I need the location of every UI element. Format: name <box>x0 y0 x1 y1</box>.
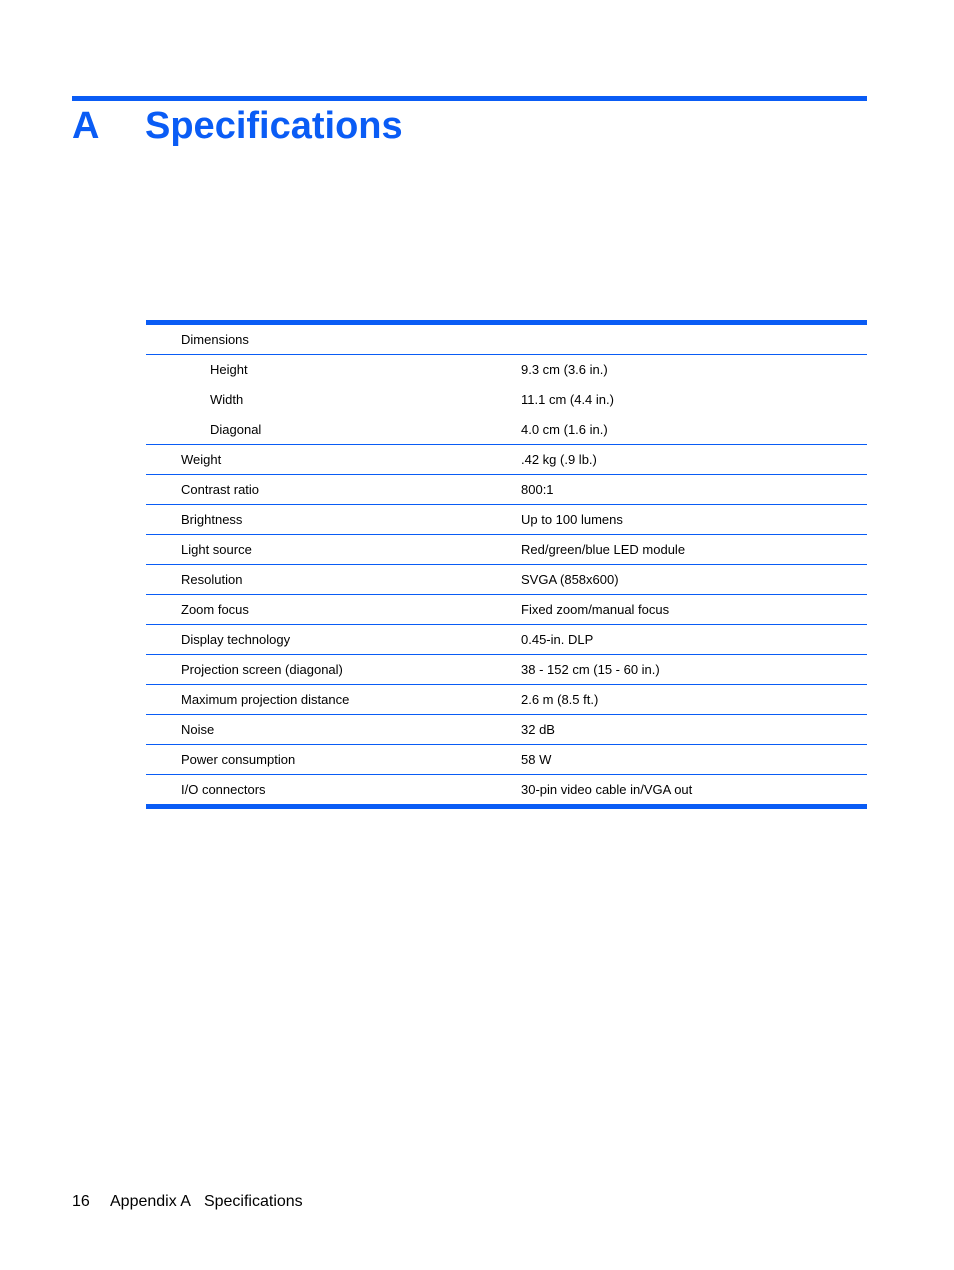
spec-label: Maximum projection distance <box>181 691 350 707</box>
table-row-resolution <box>146 565 867 595</box>
table-row-height <box>146 355 867 385</box>
spec-value: 32 dB <box>521 721 555 737</box>
table-row-width <box>146 385 867 415</box>
table-row-io-connectors <box>146 775 867 804</box>
spec-value: SVGA (858x600) <box>521 571 619 587</box>
spec-label: Resolution <box>181 571 243 587</box>
spec-label: Height <box>210 362 248 377</box>
footer-section: Appendix A <box>110 1193 191 1210</box>
spec-label: Projection screen (diagonal) <box>181 661 343 677</box>
table-row-max-projection-distance <box>146 685 867 715</box>
chapter-title: Specifications <box>145 105 403 147</box>
spec-value: 0.45-in. DLP <box>521 631 594 647</box>
spec-label: Zoom focus <box>181 601 249 617</box>
spec-value: .42 kg (.9 lb.) <box>521 451 597 467</box>
table-row-noise <box>146 715 867 745</box>
spec-value: 9.3 cm (3.6 in.) <box>521 362 608 377</box>
spec-label: Diagonal <box>210 421 262 437</box>
table-row-projection-screen <box>146 655 867 685</box>
spec-label: Width <box>210 392 244 407</box>
table-row-light-source <box>146 535 867 565</box>
spec-label: Brightness <box>181 511 243 527</box>
spec-value: 58 W <box>521 751 552 767</box>
spec-value: Fixed zoom/manual focus <box>521 601 670 617</box>
table-row-contrast-ratio <box>146 475 867 505</box>
spec-value: 2.6 m (8.5 ft.) <box>521 691 599 707</box>
specifications-table <box>146 320 867 809</box>
footer-title: Specifications <box>203 1193 303 1210</box>
spec-value: Red/green/blue LED module <box>521 541 686 557</box>
table-row-brightness <box>146 505 867 535</box>
table-row-display-technology <box>146 625 867 655</box>
spec-label: Weight <box>181 451 222 467</box>
spec-label: I/O connectors <box>181 781 266 797</box>
chapter-heading <box>72 100 403 152</box>
spec-label: Display technology <box>181 631 291 647</box>
table-row-weight <box>146 445 867 475</box>
page-footer <box>72 1192 303 1212</box>
table-row-zoom-focus <box>146 595 867 625</box>
spec-label: Dimensions <box>181 331 249 347</box>
chapter-letter: A <box>72 105 100 147</box>
table-row-dimensions <box>146 325 867 355</box>
spec-label: Light source <box>181 541 252 557</box>
table-row-power-consumption <box>146 745 867 775</box>
spec-label: Power consumption <box>181 751 296 767</box>
page-number: 16 <box>72 1193 90 1210</box>
spec-value: 4.0 cm (1.6 in.) <box>521 421 608 437</box>
spec-value: 800:1 <box>521 481 554 497</box>
spec-value: 11.1 cm (4.4 in.) <box>521 392 614 407</box>
spec-label: Noise <box>181 721 215 737</box>
spec-value: Up to 100 lumens <box>521 511 623 527</box>
spec-value: 38 - 152 cm (15 - 60 in.) <box>521 661 660 677</box>
table-row-diagonal <box>146 415 867 445</box>
spec-label: Contrast ratio <box>181 481 260 497</box>
spec-value: 30-pin video cable in/VGA out <box>521 781 693 797</box>
